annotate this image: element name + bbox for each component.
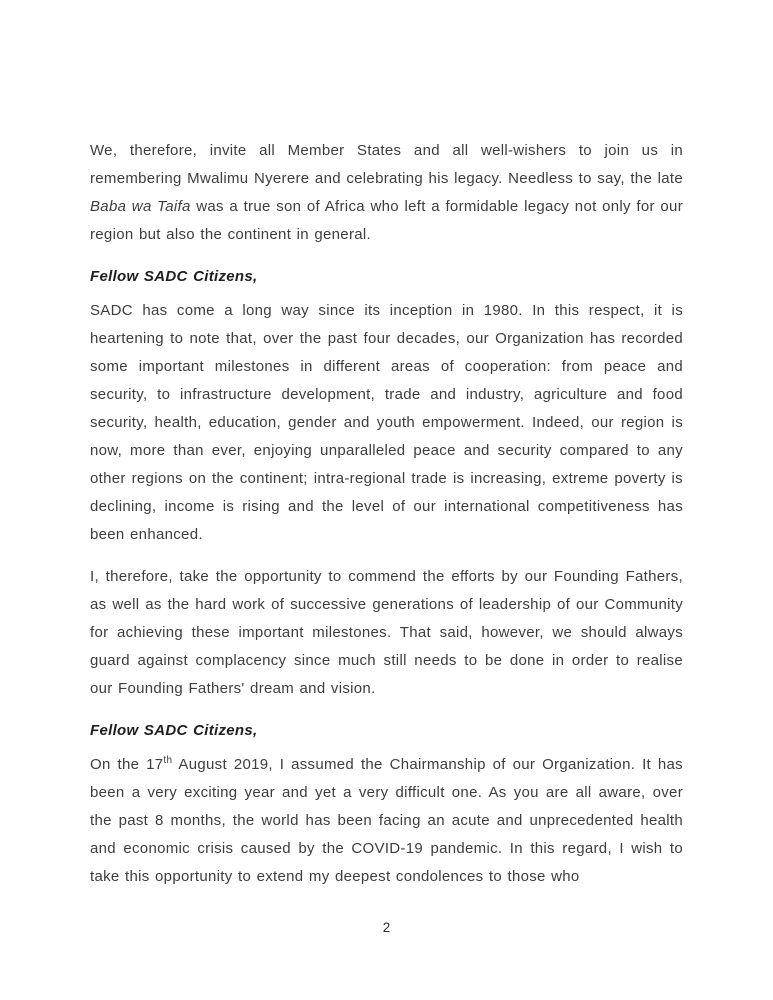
document-body <box>90 137 683 905</box>
paragraph-founding-fathers: I, therefore, take the opportunity to commend the efforts by our Founding Fathers, as well as the hard work of successive generations of leadership of our Community for achieving these important milestones. That said, however, we should always guard against complacency since much still needs to be done in order to realise our Founding Fathers' dream and vision. <box>90 568 683 697</box>
italic-phrase-baba-wa-taifa: Baba wa Taifa <box>90 198 191 215</box>
paragraph-chairmanship-text-cont: August 2019, I assumed the Chairmanship of our Organization. It has been a very exciting year and yet a very difficult one. As you are all aware, over the past 8 months, the world has been facing an acute and unprecedented health and economic crisis caused by the COVID-19 pandemic. In this regard, I wish to take this opportunity to extend my deepest condolences to those who <box>90 756 683 885</box>
paragraph-sadc-milestones: SADC has come a long way since its inception in 1980. In this respect, it is heartening to note that, over the past four decades, our Organization has recorded some important milestones in different areas of cooperation: from peace and security, to infrastructure development, trade and industry, agriculture and food security, health, education, gender and youth empowerment. Indeed, our region is now, more than ever, enjoying unparalleled peace and security compared to any other regions on the continent; intra-regional trade is increasing, extreme poverty is declining, income is rising and the level of our international competitiveness has been enhanced. <box>90 302 683 543</box>
paragraph-chairmanship-text: On the 17 <box>90 756 164 773</box>
paragraph-chairmanship <box>90 751 683 891</box>
section-heading-fellow-citizens-1: Fellow SADC Citizens, <box>90 268 258 285</box>
paragraph-tribute-text-cont: was a true son of Africa who left a formidable legacy not only for our region but also the continent in general. <box>90 198 683 243</box>
paragraph-tribute <box>90 137 683 249</box>
page-number: 2 <box>382 920 391 935</box>
section-heading-fellow-citizens-2: Fellow SADC Citizens, <box>90 722 258 739</box>
superscript-th: th <box>163 755 173 766</box>
paragraph-tribute-text: We, therefore, invite all Member States and all well-wishers to join us in remembering Mwalimu Nyerere and celebrating his legacy. Needless to say, the late <box>90 142 683 187</box>
